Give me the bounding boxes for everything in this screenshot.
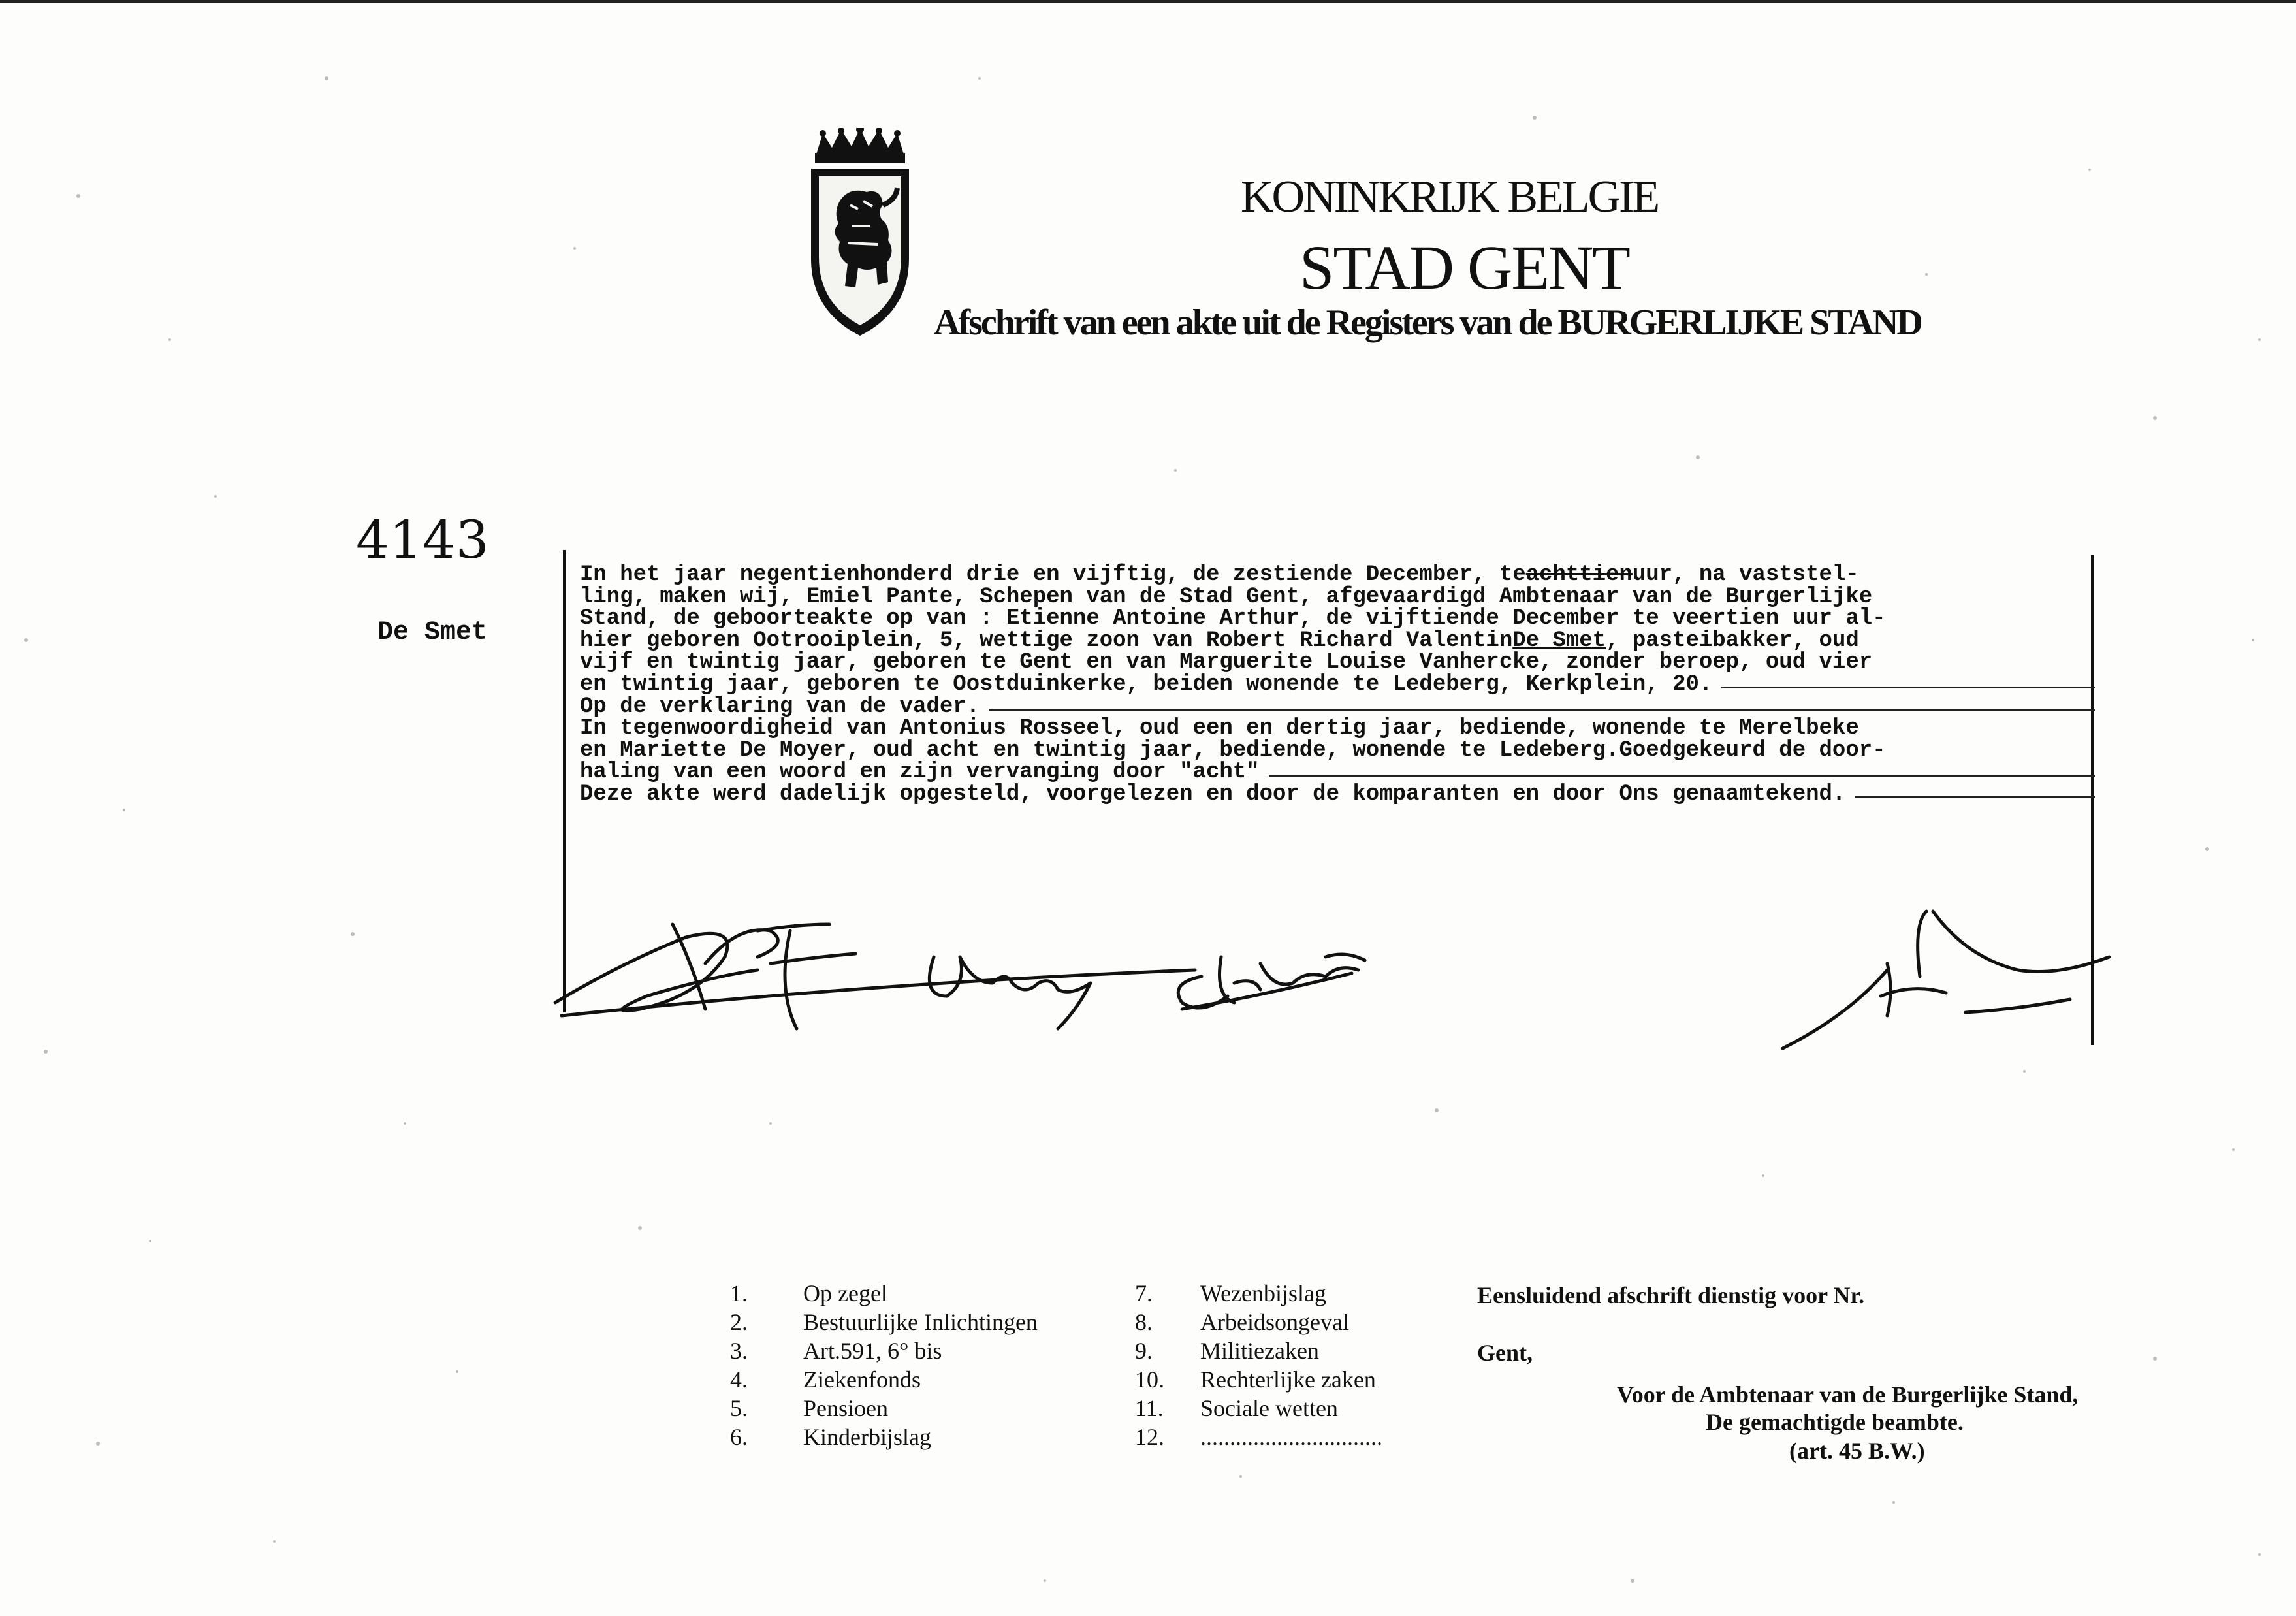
signatures bbox=[542, 885, 2122, 1055]
fill-line bbox=[989, 709, 2095, 711]
list-item-number: 4. bbox=[730, 1366, 748, 1393]
list-item-label: Arbeidsongeval bbox=[1200, 1309, 1349, 1335]
deed-text: hier geboren Ootrooiplein, 5, wettige zoon van Robert Richard Valentin bbox=[580, 628, 1513, 653]
deed-text-block bbox=[580, 564, 2095, 806]
signature-3 bbox=[1178, 954, 1365, 1009]
list-item bbox=[730, 1336, 1038, 1365]
list-item bbox=[1135, 1308, 1382, 1336]
scan-top-border bbox=[0, 0, 2296, 3]
list-item-number: 2. bbox=[730, 1309, 748, 1335]
deed-text: Op de verklaring van de vader. bbox=[580, 694, 980, 719]
deed-line: vijf en twintig jaar, geboren te Gent en van Marguerite Louise Vanhercke, zonder beroep, oud vier bbox=[580, 650, 1873, 675]
legal-reference: (art. 45 B.W.) bbox=[1789, 1438, 1925, 1464]
footer-list-right bbox=[1135, 1279, 1382, 1451]
delegate-title: De gemachtigde beambte. bbox=[1706, 1409, 1964, 1435]
signature-4 bbox=[1783, 911, 2109, 1048]
list-item bbox=[730, 1279, 1038, 1308]
list-item bbox=[1135, 1279, 1382, 1308]
record-number: 4143 bbox=[356, 509, 489, 570]
list-item-label: Kinderbijslag bbox=[803, 1424, 931, 1450]
deed-text: , pasteibakker, oud bbox=[1606, 628, 1859, 653]
list-item-label: Wezenbijslag bbox=[1200, 1280, 1327, 1306]
coat-of-arms-logo bbox=[805, 128, 916, 337]
deed-line bbox=[580, 762, 2095, 784]
list-item-number: 10. bbox=[1135, 1366, 1164, 1393]
footer-list-left bbox=[730, 1279, 1038, 1451]
list-item bbox=[730, 1423, 1038, 1451]
deed-struck-word: achttien bbox=[1525, 562, 1633, 587]
deed-text: en twintig jaar, geboren te Oostduinkerke, beiden wonende te Ledeberg, Kerkplein, 20. bbox=[580, 671, 1713, 697]
margin-surname: De Smet bbox=[377, 618, 488, 647]
deed-line: en Mariette De Moyer, oud acht en twintig jaar, bediende, wonende te Ledeberg.Goedgekeurd de door- bbox=[580, 737, 1886, 763]
list-item-number: 3. bbox=[730, 1338, 748, 1364]
list-item-label: ............................... bbox=[1200, 1424, 1382, 1450]
deed-line bbox=[580, 696, 2095, 719]
document-subtitle: Afschrift van een akte uit de Registers van de BURGERLIJKE STAND bbox=[934, 302, 1921, 343]
deed-underlined-surname: De Smet bbox=[1512, 628, 1606, 653]
list-item-number: 1. bbox=[730, 1280, 748, 1306]
list-item bbox=[730, 1308, 1038, 1336]
signature-1 bbox=[555, 924, 1195, 1029]
fill-line bbox=[1269, 775, 2095, 777]
list-item bbox=[1135, 1394, 1382, 1423]
fill-line bbox=[1855, 796, 2095, 798]
list-item-number: 12. bbox=[1135, 1424, 1164, 1450]
deed-text: uur, na vaststel- bbox=[1632, 562, 1859, 587]
deed-text: In het jaar negentienhonderd drie en vijftig, de zestiende December, te bbox=[580, 562, 1526, 587]
list-item bbox=[1135, 1365, 1382, 1394]
list-item-label: Militiezaken bbox=[1200, 1338, 1319, 1364]
fill-line bbox=[1721, 687, 2095, 688]
list-item-label: Sociale wetten bbox=[1200, 1395, 1338, 1421]
kingdom-title: KONINKRIJK BELGIE bbox=[1241, 172, 1659, 222]
eensluidend-line: Eensluidend afschrift dienstig voor Nr. bbox=[1477, 1282, 1865, 1308]
list-item bbox=[730, 1394, 1038, 1423]
list-item-label: Rechterlijke zaken bbox=[1200, 1366, 1376, 1393]
list-item-number: 7. bbox=[1135, 1280, 1153, 1306]
signature-2 bbox=[929, 957, 1091, 1029]
deed-line: In tegenwoordigheid van Antonius Rosseel, oud een en dertig jaar, bediende, wonende te Merelbeke bbox=[580, 716, 1859, 741]
deed-line bbox=[580, 564, 2095, 587]
city-title: STAD GENT bbox=[1299, 233, 1629, 302]
list-item-number: 8. bbox=[1135, 1309, 1153, 1335]
deed-line bbox=[580, 671, 2095, 697]
deed-line: ling, maken wij, Emiel Pante, Schepen van de Stad Gent, afgevaardigd Ambtenaar van de Burgerlijke bbox=[580, 584, 1873, 609]
deed-text: Deze akte werd dadelijk opgesteld, voorgelezen en door de komparanten en door Ons genaamtekend. bbox=[580, 781, 1846, 807]
list-item bbox=[730, 1365, 1038, 1394]
official-title: Voor de Ambtenaar van de Burgerlijke Stand, bbox=[1617, 1382, 2079, 1408]
list-item-number: 9. bbox=[1135, 1338, 1153, 1364]
deed-line: Stand, de geboorteakte op van : Etienne Antoine Arthur, de vijftiende December te veertien uur al- bbox=[580, 606, 1886, 632]
deed-line bbox=[580, 630, 2095, 653]
place-gent: Gent, bbox=[1477, 1340, 1533, 1366]
list-item-number: 6. bbox=[730, 1424, 748, 1450]
list-item-label: Art.591, 6° bis bbox=[803, 1338, 942, 1364]
list-item-label: Bestuurlijke Inlichtingen bbox=[803, 1309, 1038, 1335]
list-item bbox=[1135, 1336, 1382, 1365]
list-item-label: Ziekenfonds bbox=[803, 1366, 921, 1393]
deed-text: haling van een woord en zijn vervanging door "acht" bbox=[580, 760, 1260, 785]
list-item bbox=[1135, 1423, 1382, 1451]
list-item-number: 11. bbox=[1135, 1395, 1164, 1421]
list-item-label: Op zegel bbox=[803, 1280, 887, 1306]
list-item-label: Pensioen bbox=[803, 1395, 888, 1421]
list-item-number: 5. bbox=[730, 1395, 748, 1421]
deed-line bbox=[580, 781, 2095, 807]
